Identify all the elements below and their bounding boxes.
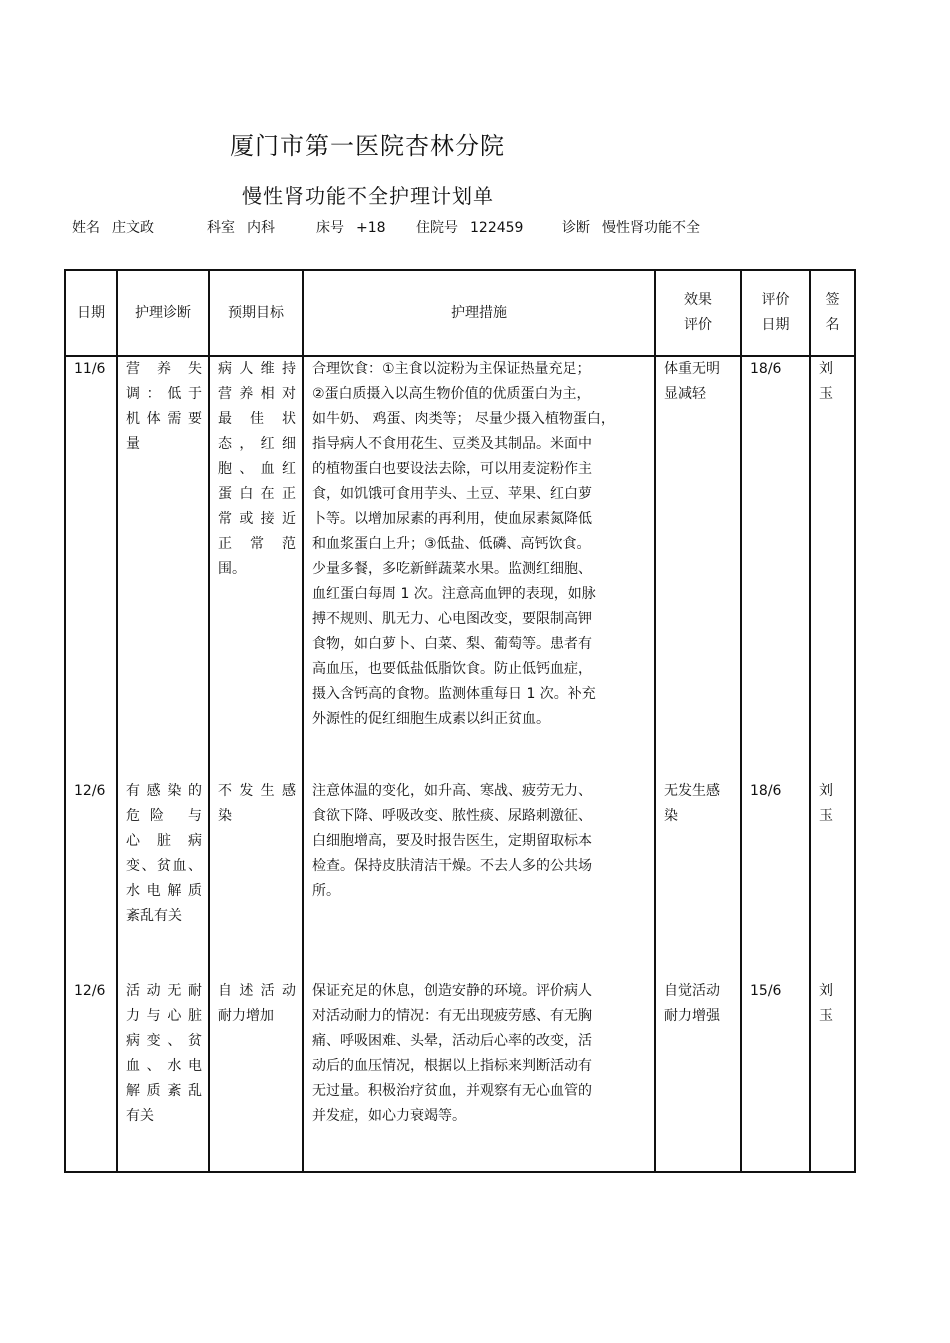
- text-line: 合理饮食：①主食以淀粉为主保证热量充足；: [312, 361, 591, 377]
- text-line: 活动无耐: [126, 983, 202, 999]
- text-line: 所。: [312, 883, 340, 899]
- text-line: 并发症，如心力衰竭等。: [312, 1108, 466, 1124]
- header-effect-line2: 评价: [684, 317, 712, 333]
- cell-date: [65, 356, 117, 779]
- header-evaluation-date: [741, 270, 810, 356]
- nursing-plan-table: [64, 269, 856, 1173]
- patient-diagnosis-value: 慢性肾功能不全: [602, 220, 700, 236]
- goal-text: [210, 979, 302, 1029]
- cell-goal: [209, 356, 303, 779]
- text-line: 血、水电: [126, 1058, 202, 1074]
- text-line: 和血浆蛋白上升；③低盐、低磷、高钙饮食。: [312, 536, 591, 552]
- diagnosis-text: [118, 779, 208, 929]
- text-line: 食欲下降、呼吸改变、脓性痰、尿路刺激征、: [312, 808, 592, 824]
- header-signature: [810, 270, 855, 356]
- patient-dept-value: 内科: [247, 220, 275, 236]
- cell-diagnosis: [117, 979, 209, 1172]
- cell-goal: [209, 979, 303, 1172]
- text-line: 调：低于: [126, 386, 202, 402]
- text-line: 白细胞增高，要及时报告医生，定期留取标本: [312, 833, 592, 849]
- patient-dept-label: 科室: [207, 220, 235, 236]
- signature-text: [811, 779, 854, 829]
- patient-bed-value: +18: [356, 220, 386, 236]
- diagnosis-text: [118, 979, 208, 1129]
- measures-text: [304, 357, 654, 732]
- header-effect-evaluation: [655, 270, 741, 356]
- text-line: 机体需要: [126, 411, 202, 427]
- text-line: 保证充足的休息，创造安静的环境。评价病人: [312, 983, 592, 999]
- text-line: 危险 与: [126, 808, 202, 824]
- date-value: 11/6: [74, 361, 106, 377]
- patient-dept: [207, 217, 275, 237]
- header-effect-line1: 效果: [684, 292, 712, 308]
- header-eval-date-line2: 日期: [761, 317, 790, 333]
- cell-signature: [810, 779, 855, 979]
- measures-text: [304, 979, 654, 1129]
- patient-inpatient: [416, 217, 523, 237]
- header-expected-goal: 预期目标: [209, 270, 303, 356]
- cell-measures: [303, 779, 655, 979]
- text-line: 如牛奶、 鸡蛋、肉类等； 尽量少摄入植物蛋白，: [312, 411, 615, 427]
- text-line: 外源性的促红细胞生成素以纠正贫血。: [312, 711, 550, 727]
- text-line: 态，红细: [218, 436, 296, 452]
- date-value: 12/6: [74, 983, 106, 999]
- eval-date-value: 15/6: [750, 983, 782, 999]
- cell-measures: [303, 356, 655, 779]
- cell-effect: [655, 779, 741, 979]
- patient-inpatient-value: 122459: [470, 220, 524, 236]
- patient-name: [72, 217, 154, 237]
- text-line: 食，如饥饿可食用芋头、土豆、苹果、红白萝: [312, 486, 592, 502]
- signature-text: [811, 979, 854, 1029]
- text-line: 高血压，也要低盐低脂饮食。防止低钙血症，: [312, 661, 592, 677]
- date-value: 12/6: [74, 783, 106, 799]
- header-nursing-diagnosis: 护理诊断: [117, 270, 209, 356]
- table-row: [65, 779, 855, 979]
- text-line: 痛、呼吸困难、头晕，活动后心率的改变，活: [312, 1033, 592, 1049]
- patient-diagnosis-label: 诊断: [562, 220, 590, 236]
- text-line: 体重无明: [664, 361, 720, 377]
- text-line: 检查。保持皮肤清洁干燥。不去人多的公共场: [312, 858, 592, 874]
- eval-date-value: 18/6: [750, 361, 782, 377]
- text-line: 搏不规则、肌无力、心电图改变，要限制高钾: [312, 611, 592, 627]
- table-header-row: [65, 270, 855, 356]
- text-line: 指导病人不食用花生、豆类及其制品。米面中: [312, 436, 592, 452]
- cell-signature: [810, 979, 855, 1172]
- patient-name-label: 姓名: [72, 220, 100, 236]
- eval-date-value: 18/6: [750, 783, 782, 799]
- diagnosis-text: [118, 357, 208, 457]
- cell-eval-date: [741, 979, 810, 1172]
- text-line: 少量多餐，多吃新鲜蔬菜水果。监测红细胞、: [312, 561, 592, 577]
- text-line: 变、贫血、: [126, 858, 202, 874]
- cell-diagnosis: [117, 779, 209, 979]
- text-line: 染: [664, 808, 678, 824]
- text-line: 自觉活动: [664, 983, 720, 999]
- cell-goal: [209, 779, 303, 979]
- hospital-title: 厦门市第一医院杏林分院: [230, 132, 505, 160]
- text-line: 注意体温的变化，如升高、寒战、疲劳无力、: [312, 783, 592, 799]
- text-line: 胞、血红: [218, 461, 296, 477]
- effect-text: [656, 979, 740, 1029]
- text-line: 耐力增加: [218, 1008, 274, 1024]
- cell-measures: [303, 979, 655, 1172]
- patient-info-row: [72, 217, 872, 237]
- text-line: 动后的血压情况，根据以上指标来判断活动有: [312, 1058, 592, 1074]
- text-line: 刘: [819, 983, 833, 999]
- text-line: 营养失: [126, 361, 202, 377]
- goal-text: [210, 357, 302, 582]
- cell-date: [65, 779, 117, 979]
- cell-effect: [655, 979, 741, 1172]
- text-line: 无发生感: [664, 783, 720, 799]
- text-line: 病人维持: [218, 361, 296, 377]
- text-line: 紊乱有关: [126, 908, 182, 924]
- header-eval-date-line1: 评价: [761, 292, 790, 308]
- text-line: 显减轻: [664, 386, 706, 402]
- text-line: 刘: [819, 783, 833, 799]
- cell-eval-date: [741, 356, 810, 779]
- text-line: 水电解质: [126, 883, 202, 899]
- text-line: 玉: [819, 808, 833, 824]
- table-row: [65, 356, 855, 779]
- text-line: 蛋白在正: [218, 486, 296, 502]
- text-line: ②蛋白质摄入以高生物价值的优质蛋白为主，: [312, 386, 591, 402]
- text-line: 病变、贫: [126, 1033, 202, 1049]
- effect-text: [656, 357, 740, 407]
- form-title: 慢性肾功能不全护理计划单: [242, 184, 494, 208]
- text-line: 不发生感: [218, 783, 296, 799]
- text-line: 刘: [819, 361, 833, 377]
- text-line: 自述活动: [218, 983, 296, 999]
- patient-name-value: 庄文政: [112, 220, 154, 236]
- text-line: 染: [218, 808, 232, 824]
- text-line: 摄入含钙高的食物。监测体重每日 1 次。补充: [312, 686, 596, 702]
- header-date: 日期: [65, 270, 117, 356]
- text-line: 玉: [819, 1008, 833, 1024]
- text-line: 玉: [819, 386, 833, 402]
- header-sign-line2: 名: [825, 317, 840, 333]
- text-line: 血红蛋白每周 1 次。注意高血钾的表现，如脉: [312, 586, 596, 602]
- text-line: 有关: [126, 1108, 154, 1124]
- patient-bed-label: 床号: [316, 220, 344, 236]
- text-line: 力与心脏: [126, 1008, 202, 1024]
- text-line: 有感染的: [126, 783, 202, 799]
- text-line: 量: [126, 436, 140, 452]
- text-line: 无过量。积极治疗贫血，并观察有无心血管的: [312, 1083, 592, 1099]
- text-line: 解质紊乱: [126, 1083, 202, 1099]
- cell-signature: [810, 356, 855, 779]
- cell-eval-date: [741, 779, 810, 979]
- text-line: 心 脏 病: [126, 833, 202, 849]
- text-line: 常或接近: [218, 511, 296, 527]
- goal-text: [210, 779, 302, 829]
- patient-diagnosis: [562, 217, 700, 237]
- text-line: 食物，如白萝卜、白菜、梨、葡萄等。患者有: [312, 636, 592, 652]
- cell-date: [65, 979, 117, 1172]
- text-line: 正常范: [218, 536, 296, 552]
- measures-text: [304, 779, 654, 904]
- patient-bed: [316, 217, 386, 237]
- text-line: 耐力增强: [664, 1008, 720, 1024]
- text-line: 对活动耐力的情况：有无出现疲劳感、有无胸: [312, 1008, 592, 1024]
- signature-text: [811, 357, 854, 407]
- text-line: 围。: [218, 561, 246, 577]
- patient-inpatient-label: 住院号: [416, 220, 458, 236]
- cell-effect: [655, 356, 741, 779]
- text-line: 营养相对: [218, 386, 296, 402]
- text-line: 的植物蛋白也要设法去除，可以用麦淀粉作主: [312, 461, 592, 477]
- effect-text: [656, 779, 740, 829]
- cell-diagnosis: [117, 356, 209, 779]
- header-sign-line1: 签: [825, 292, 840, 308]
- text-line: 最佳状: [218, 411, 296, 427]
- header-measures: 护理措施: [303, 270, 655, 356]
- text-line: 卜等。以增加尿素的再利用，使血尿素氮降低: [312, 511, 592, 527]
- table-row: [65, 979, 855, 1172]
